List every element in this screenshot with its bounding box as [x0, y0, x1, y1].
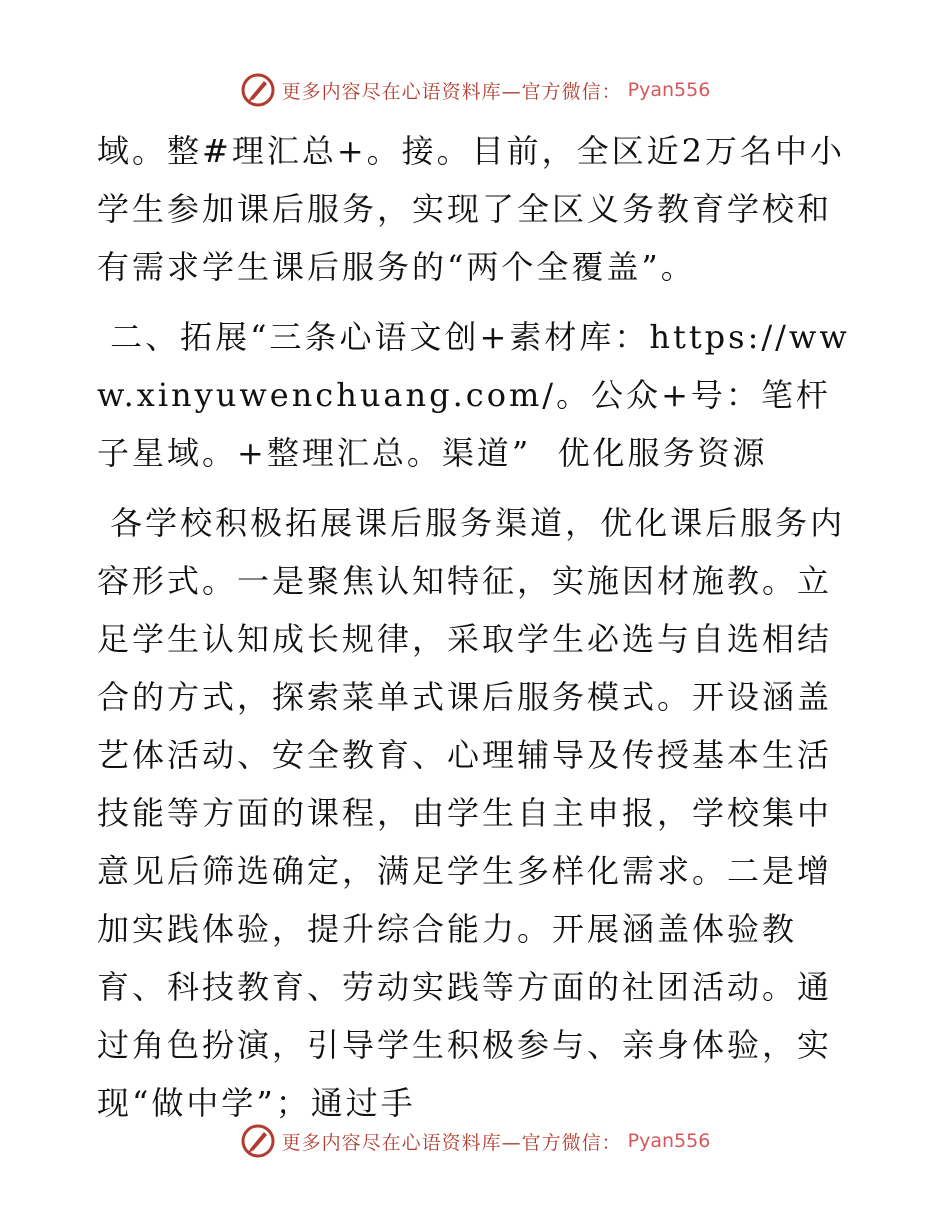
banner-text: 更多内容尽在心语资料库—官方微信：	[281, 80, 622, 103]
paragraph-2-heading: 二、拓展“三条心语文创+素材库：https://www.xinyuwenchuang.com/。公众+号：笔杆子星域。+整理汇总。渠道” 优化服务资源	[97, 318, 850, 472]
banner-wechat-id: Pyan556	[627, 1130, 711, 1152]
footer-watermark-banner	[0, 1123, 950, 1159]
header-watermark-banner	[0, 72, 950, 108]
document-body	[97, 122, 857, 1132]
paragraph-3: 各学校积极拓展课后服务渠道，优化课后服务内容形式。一是聚焦认知特征，实施因材施教。立足学生认知成长规律，采取学生必选与自选相结合的方式，探索菜单式课后服务模式。开设涵盖艺体活动、安全教育、心理辅导及传授基本生活技能等方面的课程，由学生自主申报，学校集中意见后筛选确定，满足学生多样化需求。二是增加实践体验，提升综合能力。开展涵盖体验教育、科技教育、劳动实践等方面的社团活动。通过角色扮演，引导学生积极参与、亲身体验，实现“做中学”；通过手	[97, 504, 846, 1122]
paragraph-1: 域。整#理汇总+。接。目前，全区近2万名中小学生参加课后服务，实现了全区义务教育学校和有需求学生课后服务的“两个全覆盖”。	[97, 132, 845, 286]
quill-seal-logo-icon	[240, 72, 276, 108]
banner-wechat-id: Pyan556	[627, 79, 711, 101]
banner-text: 更多内容尽在心语资料库—官方微信：	[281, 1131, 622, 1154]
quill-seal-logo-icon	[240, 1123, 276, 1159]
